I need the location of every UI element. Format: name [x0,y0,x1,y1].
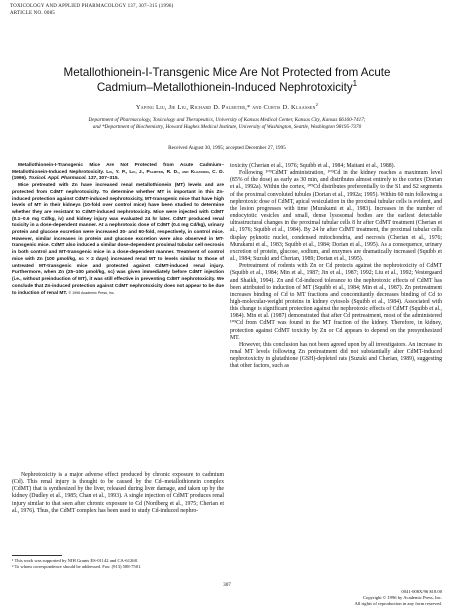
footnotes [12,555,224,570]
page-number: 307 [223,582,231,588]
right-column-body [230,163,442,371]
issn-price: 0041-008X/96 $18.00 [401,589,442,594]
abstract-copyright: © 1996 Academic Press, Inc. [68,291,115,296]
title-line-1: Metallothionein-I-Transgenic Mice Are Not Protected from Acute [63,66,391,79]
footnote-rule [12,555,62,556]
author-footnote-mark: 2 [315,101,319,107]
right-paragraph-2: Following ¹⁰⁹CdMT administration, ¹⁰⁹Cd in the kidney reaches a maximum level (85% of the dose) as early as 30 min, and distributes almost entirely to the cortex (Dorian et al., 1992a). Within the cortex, ¹⁰⁹Cd distributes preferentially to the S1 and S2 segments of the proximal convoluted tubules (Dorian et al., 1992a; 1995). Within 60 min following a nephrotoxic dose of CdMT, apical vesiculation in the proximal tubular cells is evident, and the lesion progresses with time (Murakami et al., 1983). Increases in the number of endocytotic vesicles and small, dense lysosomal bodies are the earliest detectable ultrastructural changes in the proximal tubular cells 8 hr after CdMT treatment (Cherian et al., 1976; Squibb et al., 1984). By 24 hr after CdMT treatment, the proximal tubular cells display pyknotic nuclei, condensed mitochondria, and necrosis (Cherian et al., 1976; Murakami et al., 1983; Squibb et al., 1984; Dorian et al., 1995). As a consequence, urinary excretion of protein, glucose, sodium, and enzymes are dramatically increased (Squibb et al., 1984; Suzuki and Cherian, 1989; Dorian et al., 1995). [230,170,442,263]
affiliation-line-2: and *Department of Biochemistry, Howard Hughes Medical Institute, University of Washington, Seattle, Washington 98195-7370 [92,124,362,130]
rights-reserved: All rights of reproduction in any form reserved. [354,601,442,607]
left-column-body [12,472,224,515]
author-list [20,101,434,111]
right-paragraph-1: toxicity (Cherian et al., 1976; Squibb et al., 1984; Maitani et al., 1988). [230,163,396,169]
journal-header [10,4,173,17]
abstract-paragraph [12,163,224,183]
left-paragraph: Nephrotoxicity is a major adverse effect produced by chronic exposure to cadmium (Cd). This renal injury is thought to be caused by the Cd–metallothionein complex (CdMT) that is synthesized by the liver, released during liver damage, and taken up by the kidney (Dudley et al., 1985; Chan et al., 1993). A single injection of CdMT produces renal injury similar to that seen after chronic exposure to Cd (Nordberg et al., 1975; Cherian et al., 1976). Thus, the CdMT complex has been used to study Cd-induced nephro- [12,472,224,514]
journal-citation: TOXICOLOGY AND APPLIED PHARMACOLOGY 137, 307–315 (1996) [10,4,174,9]
copyright-notice [354,589,442,608]
abstract-heading: Metallothionein-I-Transgenic Mice Are Not Protected from Acute Cadmium–Metallothionein-Induced Nephrotoxicity. [12,163,224,175]
copyright-line: Copyright © 1996 by Academic Press, Inc. [362,595,442,601]
footnote-1: ¹ This work was supported by NIH Grants ES-01142 and CA-61268. [12,558,139,563]
affiliations [30,117,424,131]
title-line-2-text: Cadmium–Metallothionein-Induced Nephrotoxicity [96,80,353,94]
abstract-body [12,183,224,298]
paper-title [20,66,434,95]
received-dates: Received August 30, 1995; accepted December 27, 1995 [168,145,286,151]
title-footnote-mark: 1 [352,78,358,88]
affiliation-line-1: Department of Pharmacology, Toxicology and Therapeutics, University of Kansas Medical Center, Kansas City, Kansas 66160-7417; [88,117,366,123]
right-paragraph-4: However, this conclusion has not been agreed upon by all investigators. An increase in renal MT levels following Zn pretreatment did not substantially alter CdMT-induced nephrotoxicity in glutathione (GSH)-depleted rats (Suzuki and Cherian, 1989), suggesting that other factors, such as [230,341,442,370]
article-number: ARTICLE NO. 0085 [10,10,55,16]
abstract-citation-journal: Toxicol. Appl. Pharmacol. [28,176,87,182]
author-names: Yaping Liu, Jie Liu, Richard D. Palmiter,* and Curtis D. Klaassen [135,104,316,111]
abstract-body-text: Mice pretreated with Zn have increased renal metallothionein (MT) levels and are protected from CdMT nephrotoxicity. To determine whether MT is important in this Zn-induced protection against CdMT-induced nephrotoxicity, MT-transgenic mice that have high levels of MT in their kidneys (10-fold over control mice) have been studied to determine whether they are resistant to CdMT-induced nephrotoxicity. Mice were injected with CdMT (0.1–0.6 mg Cd/kg, iv) and kidney injury was evaluated 24 hr later. CdMT produced renal toxicity in a dose-dependent manner. At a nephrotoxic dose of CdMT (0.4 mg Cd/kg), urinary protein and glucose excretion were increased 30- and 60-fold, respectively, in control mice. However, similar increases in protein and glucose excretion were also observed in MT-transgenic mice. CdMT also induced a similar dose-dependent proximal tubular cell necrosis in both control and MT-transgenic mice in a dose-dependent manner. Treatment of control mice with Zn (100 μmol/kg, sc × 2 days) increased renal MT to levels similar to those of untreated MT-transgenic mice and protected against CdMT-induced renal injury. Furthermore, when Zn (25–100 μmol/kg, sc) was given immediately before CdMT injection (i.e., without preinduction of MT), it was still effective in preventing CdMT nephrotoxicity. We conclude that Zn-induced protection against CdMT nephrotoxicity does not appear to be due to induction of renal MT. [12,183,224,297]
abstract [12,163,224,298]
right-paragraph-3: Pretreatment of rodents with Zn or Cd protects against the nephrotoxicity of CdMT (Squibb et al., 1984; Min et al., 1987; Jin et al., 1987; 1992; Liu et al., 1992; Vestergaard and Shaikh, 1994). Zn and Cd-induced tolerance to the nephrotoxic effects of CdMT has been attributed to induction of MT (Squibb et al., 1984; Min et al., 1987). Zn pretreatment increases binding of Cd to MT fractions and concomitantly decreases binding of Cd to high-molecular-weight proteins in kidney cytosols (Squibb et al., 1984). Associated with this change is significant protection against the nephrotoxic effects of CdMT (Squibb et al., 1984). Min et al. (1987) demonstrated that after Cd pretreatment, most of the administered ¹⁰⁹Cd from CdMT was found in the MT fraction of the kidney. Therefore, in kidney, protection against CdMT toxicity by Zn or Cd appears to depend on the presynthesized MT. [230,263,442,341]
abstract-citation-authors: Liu, Y. P., Liu, J., Palmiter, R. D., and Klaassen, C. D. (1996). [12,169,224,182]
abstract-citation-volume: 137, 307–315. [88,176,119,182]
title-line-2 [20,78,434,96]
footnote-2: ² To whom correspondence should be addressed. Fax: (913) 588-7501. [12,564,142,570]
